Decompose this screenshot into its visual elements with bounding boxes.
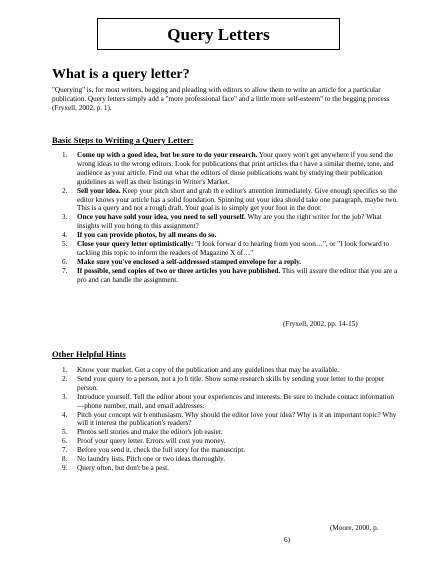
list-item — [62, 366, 398, 375]
item-text: Your query won't get anywhere if you send the wrong ideas to the wrong editors. Look for publications that print articles tha t have a similar theme, tone, and audience as your article. Find out what the editors of those publications want by studying their publication guidelines as well as their listings in Writer's Market. — [77, 151, 394, 186]
hints-citation-continued: 6) — [284, 536, 290, 544]
item-text: Before you send it, check the full story for the manuscript. — [77, 446, 246, 455]
list-item — [62, 455, 398, 464]
item-number: 6. — [62, 257, 68, 266]
item-lead: Make sure you've enclosed a self-addressed stamped envelope for a reply. — [77, 257, 302, 266]
item-number: 2. — [62, 186, 68, 195]
steps-heading: Basic Steps to Writing a Query Letter: — [52, 135, 194, 145]
list-item — [62, 375, 398, 393]
section-heading: What is a query letter? — [52, 67, 190, 82]
item-number: 3. — [62, 392, 68, 401]
list-item — [62, 231, 398, 240]
item-number: 9. — [62, 463, 68, 472]
item-text: Know your market. Get a copy of the publication and any guidelines that may be available. — [77, 366, 340, 374]
list-item — [62, 428, 398, 437]
item-text: Keep your pitch short and grab th e editor's attention immediately. Give enough specifics so the editor knows your article has a solid foundation. Spinning out your idea should take one paragraph, maybe two. This is a query and not a rough draft. Your goal is to simply get your foot in the door. — [77, 186, 398, 213]
item-text: Photos sell stories and make the editor's job easier. — [77, 428, 223, 437]
list-item — [62, 267, 398, 285]
intro-paragraph: "Querying" is, for most writers, begging and pleading with editors to allow them to write an article for a particular publication. Query letters simply add a "more professional face" and a little more self-esteem" to the begging process (Fryxell, 2002, p. 1). — [52, 86, 390, 112]
item-lead: Once you have sold your idea, you need to sell yourself. — [77, 213, 246, 222]
item-number: 4. — [62, 231, 68, 240]
item-text: Query often, but don't be a pest. — [77, 463, 169, 472]
item-number: 1. — [62, 151, 68, 159]
list-item — [62, 446, 398, 455]
item-lead: Close your query letter optimistically: — [77, 240, 194, 249]
steps-citation: (Fryxell, 2002, pp. 14-15) — [283, 320, 358, 328]
steps-list — [62, 151, 398, 285]
item-lead: Come up with a good idea, but be sure to do your research. — [77, 151, 258, 159]
item-text: Introduce yourself. Tell the editor about your experiences and interests. Be sure to include contact information—phone number, mail, and email addresses. — [77, 392, 394, 410]
item-lead: If possible, send copies of two or three articles you have published. — [77, 266, 281, 275]
hints-list — [62, 366, 398, 473]
item-number: 7. — [62, 266, 68, 275]
item-number: 5. — [62, 240, 68, 249]
item-lead: Sell your idea. — [77, 186, 121, 195]
list-item — [62, 213, 398, 231]
item-text: Send your query to a person, not a jo b title. Show some research skills by sending your letter to the proper person. — [77, 374, 385, 392]
item-lead: If you can provide photos, by all means do so. — [77, 231, 217, 240]
item-text: Proof your query letter. Errors will cost you money. — [77, 437, 226, 446]
item-text: This will assure the editor that you are a pro and can handle the assignment. — [77, 266, 398, 284]
item-number: 4. — [62, 410, 68, 419]
item-text: Why are you the right writer for the job? What insights will you bring to this assignment? — [77, 213, 382, 231]
list-item — [62, 151, 398, 187]
item-text: "I look forwar d to hearing from you soon…", or "I look forward to tackling this topic to inform the readers of Magazine X of…" — [77, 240, 390, 257]
list-item — [62, 411, 398, 429]
item-number: 8. — [62, 455, 68, 464]
document-title: Query Letters — [167, 24, 270, 44]
list-item — [62, 258, 398, 267]
hints-citation: (Moore, 2000, p. — [330, 524, 379, 532]
list-item — [62, 187, 398, 214]
item-number: 6. — [62, 437, 68, 446]
list-item — [62, 393, 398, 411]
item-text: Pitch your concept wit h enthusiasm. Why should the editor love your idea? Why is it an important topic? Why will it interest the publication's readers? — [77, 410, 397, 428]
hints-heading: Other Helpful Hints — [52, 349, 126, 359]
item-number: 7. — [62, 446, 68, 455]
item-number: 2. — [62, 374, 68, 383]
list-item — [62, 464, 398, 473]
item-text: No laundry lists. Pitch one or two ideas thoroughly. — [77, 455, 226, 464]
item-number: 3. — [62, 213, 68, 222]
list-item — [62, 437, 398, 446]
item-number: 5. — [62, 428, 68, 437]
title-box — [97, 18, 340, 50]
item-number: 1. — [62, 366, 68, 374]
list-item — [62, 240, 398, 258]
